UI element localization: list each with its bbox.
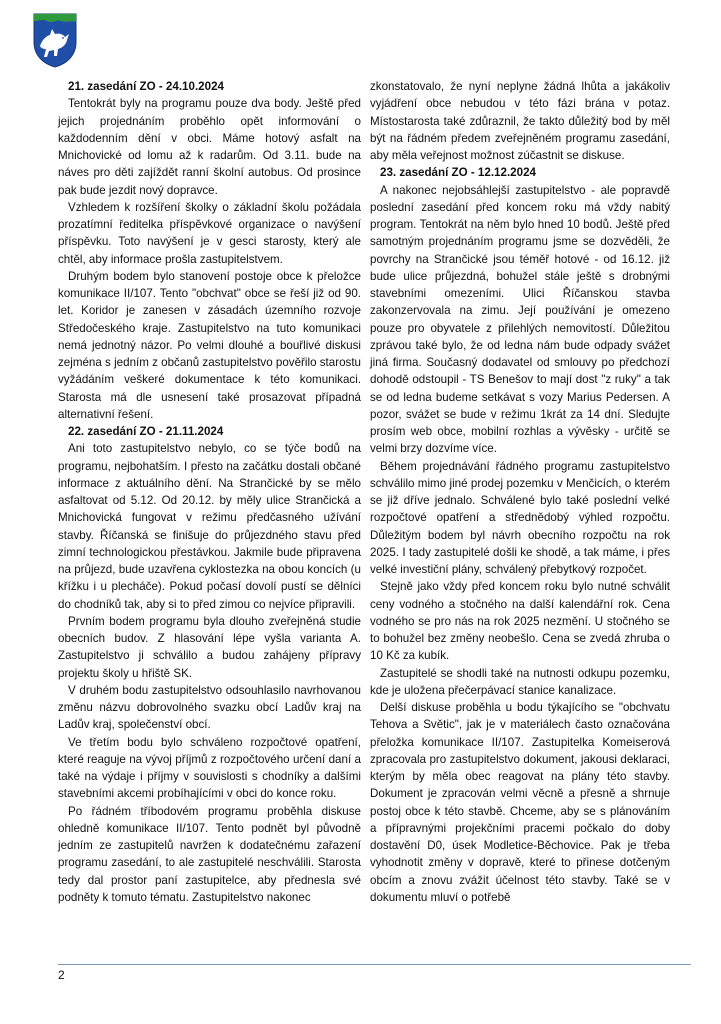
left-column <box>58 78 361 906</box>
paragraph: Vzhledem k rozšíření školky o základní školu požádala prozatímní ředitelka příspěvkové organizace o navýšení příspěvku. Toto navýšení je v gesci starosty, který ale chtěl, aby informace prošla zastupitelstvem. <box>58 200 361 266</box>
section-heading: 21. zasedání ZO - 24.10.2024 <box>68 80 224 93</box>
paragraph: V druhém bodu zastupitelstvo odsouhlasilo navrhovanou změnu názvu dobrovolného svazku obcí Ladův kraj na Ladův kraj, společenství obcí. <box>58 683 361 732</box>
paragraph: Ve třetím bodu bylo schváleno rozpočtové opatření, které reaguje na vývoj příjmů z rozpočtového určení daní a také na výdaje i příjmy v souvislosti s chodníky a dalšími stavebními akcemi probíhajícími v obci do konce roku. <box>58 735 361 801</box>
paragraph: Tentokrát byly na programu pouze dva body. Ještě před jejich projednáním proběhlo opět informování o každodenním dění v obci. Máme hotový asfalt na Mnichovické od lomu až k radarům. Od 3.11. bude na náves pro děti zajíždět ranní školní autobus. Od prosince pak bude jezdit nový dopravce. <box>58 97 361 197</box>
paragraph: A nakonec nejobsáhlejší zastupitelstvo - ale popravdě poslední zasedání před koncem roku má vždy nabitý program. Tentokrát na něm bylo hned 10 bodů. Ještě před samotným projednáním programu jsme se dozvěděli, že povrchy na Strančické jsou téměř hotové - od 16.12. již bude ulice průjezdná, bohužel stále ještě s drobnými stavebními omezeními. Ulici Říčanskou stavba zakonzervovala na zimu. Její používání je omezeno pouze pro obyvatele z přilehlých nemovitostí. Důležitou zprávou také bylo, že od ledna nám bude odpady svážet jiná firma. Současný dodavatel od smlouvy po předchozí dohodě odstoupil - TS Benešov to mají dost "z ruky" a tak se od ledna budeme setkávat s vozy Marius Pedersen. A pozor, svážet se bude v režimu 1krát za 14 dní. Sledujte prosím web obce, mobilní rozhlas a vývěsky - určitě se velmi brzy dozvíme více. <box>370 183 670 456</box>
paragraph: Delší diskuse proběhla u bodu týkajícího se "obchvatu Tehova a Světic", jak je v materiálech často označována přeložka komunikace II/107. Zastupitelka Komeiserová zpracovala pro zastupitelstvo dokument, jakousi deklaraci, kterým by měla obec reagovat na plány této stavby. Dokument je zpracován velmi věcně a přesně a shrnuje postoj obce k této stavbě. Chceme, aby se s plánováním a přípravnými projekčními pracemi počkalo do doby dostavění D0, úsek Modletice-Běchovice. Pak je třeba vyhodnotit změny v dopravě, které to přinese dotčeným obcím a znovu zvážit účelnost této stavby. Také se v dokumentu mluví o potřebě <box>370 701 670 904</box>
paragraph: Po řádném tříbodovém programu proběhla diskuse ohledně komunikace II/107. Tento podnět byl původně jedním ze zastupitelů navržen k dodatečnému zařazení programu zasedání, to ale zastupitelé neschválili. Starosta tedy dal prostor paní zastupitelce, aby přednesla své podněty k tomuto tématu. Zastupitelstvo nakonec <box>58 804 361 904</box>
coat-of-arms-logo <box>32 12 78 68</box>
section-heading: 23. zasedání ZO - 12.12.2024 <box>380 166 536 180</box>
right-column <box>370 78 670 906</box>
paragraph-continued: zkonstatovalo, že nyní neplyne žádná lhůta a jakákoliv vyjádření obce nebudou v této fázi brána v potaz. Místostarosta také zdůraznil, že takto důležitý bod by měl být na řádném předem zveřejněném programu zasedání, aby měla veřejnost možnost zúčastnit se diskuse. <box>370 80 670 162</box>
footer-divider <box>58 964 691 965</box>
paragraph: Během projednávání řádného programu zastupitelstvo schválilo mimo jiné prodej pozemku v Menčicích, o kterém se již dříve jednalo. Schválené bylo také poslední velké rozpočtové opatření a střednědobý výhled rozpočtu. Důležitým bodem byl návrh obecního rozpočtu na rok 2025. I tady zastupitelé došli ke shodě, a tak máme, i přes velké investiční plány, schválený přebytkový rozpočet. <box>370 459 670 576</box>
paragraph: Stejně jako vždy před koncem roku bylo nutné schválit ceny vodného a stočného na další kalendářní rok. Cena vodného se pro nás na rok 2025 nezmění. U stočného se to bohužel bez změny neobešlo. Cena se zvedá zhruba o 10 Kč za kubík. <box>370 580 670 663</box>
paragraph: Zastupitelé se shodli také na nutnosti odkupu pozemku, kde je uložena přečerpávací stanice kanalizace. <box>370 666 670 697</box>
paragraph: Druhým bodem bylo stanovení postoje obce k přeložce komunikace II/107. Tento "obchvat" obce se řeší již od 90. let. Koridor je zanesen v zásadách územního rozvoje Středočeského kraje. Zastupitelstvo na tuto komunikaci nemá jednotný názor. Po velmi dlouhé a bouřlivé diskusi zejména s jedním z občanů zastupitelstvo pověřilo starostu vyžádáním veškeré dokumentace k této komunikaci. Starosta má dle usnesení také prosazovat případná alternativní řešení. <box>58 269 361 421</box>
paragraph: Ani toto zastupitelstvo nebylo, co se týče bodů na programu, nejbohatším. I přesto na začátku dostali občané informace z aktuálního dění. Na Strančické by se mělo asfaltovat od 5.12. Od 20.12. by měly ulice Strančická a Mnichovická fungovat v režimu předčasného užívání stavby. Říčanská se finišuje do průjezdného stavu před zimní technologickou přestávkou. Jakmile bude připravena na průjezd, bude uzavřena cyklostezka na obou koncích (u křížku i u plecháče). Pokud počasí dovolí pustí se dělníci do chodníků tak, aby si to před zimou co nejvíce připravili. <box>58 442 361 611</box>
page-number: 2 <box>58 968 65 982</box>
section-heading: 22. zasedání ZO - 21.11.2024 <box>68 425 224 438</box>
paragraph: Prvním bodem programu byla dlouho zveřejněná studie obecních budov. Z hlasování lépe vyšla varianta A. Zastupitelstvo ji schválilo a budou zahájeny přípravy projektu školy u hřiště SK. <box>58 614 361 680</box>
coat-of-arms-icon <box>32 12 78 68</box>
